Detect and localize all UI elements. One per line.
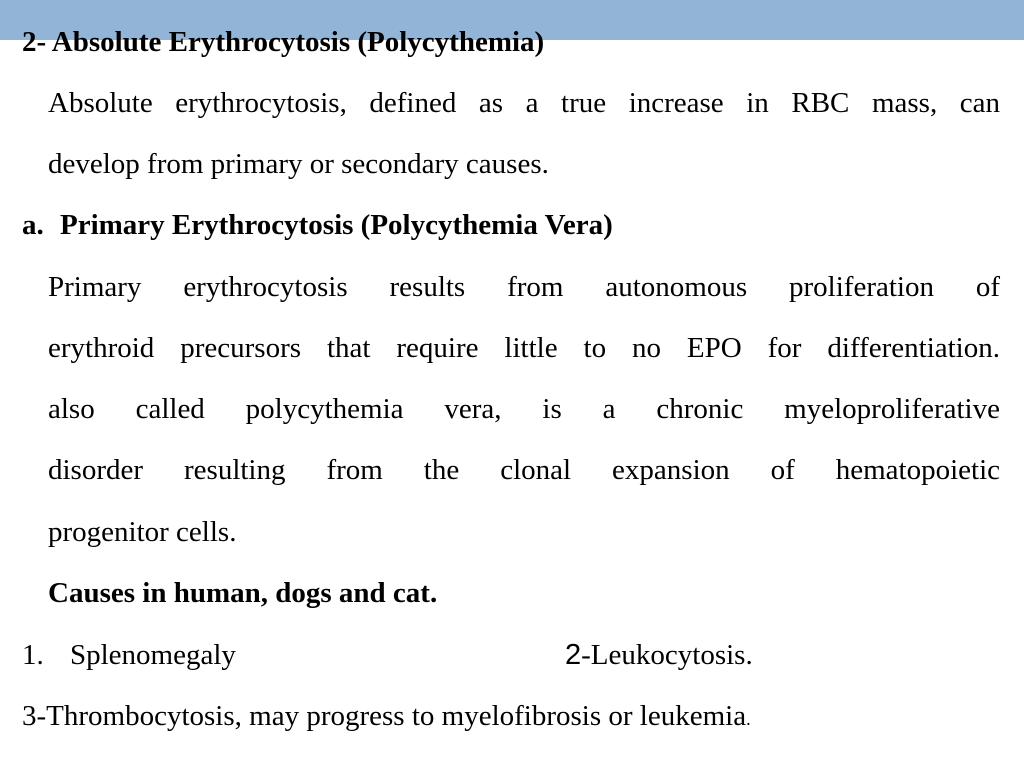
cause-2-text: -Leukocytosis. [581, 639, 753, 671]
cause-2-number: 2 [565, 639, 582, 671]
paragraph-line-4: disorder resulting from the clonal expansion of hematopoietic [48, 454, 1000, 486]
intro-line-2: develop from primary or secondary causes. [48, 148, 549, 180]
section-a-title: Primary Erythrocytosis (Polycythemia Vera) [60, 209, 613, 241]
slide-heading: 2- Absolute Erythrocytosis (Polycythemia) [22, 26, 545, 58]
causes-heading: Causes in human, dogs and cat. [48, 577, 438, 609]
cause-item-1 [22, 638, 236, 672]
cause-item-2 [565, 638, 753, 672]
section-a-heading [22, 208, 613, 242]
cause-3-period: . [746, 709, 751, 729]
paragraph-line-1: Primary erythrocytosis results from autonomous proliferation of [48, 271, 1000, 303]
section-a-marker: a. [22, 209, 44, 241]
cause-item-3 [22, 699, 751, 736]
paragraph-line-5: progenitor cells. [48, 516, 237, 548]
cause-1-text: Splenomegaly [70, 639, 236, 671]
cause-3-text: 3-Thrombocytosis, may progress to myelofibrosis or leukemia [22, 700, 747, 732]
cause-1-number: 1. [22, 639, 44, 671]
intro-line-1: Absolute erythrocytosis, defined as a true increase in RBC mass, can [48, 87, 1000, 119]
paragraph-line-3: also called polycythemia vera, is a chronic myeloproliferative [48, 393, 1000, 425]
paragraph-line-2: erythroid precursors that require little to no EPO for differentiation. [48, 332, 1000, 364]
